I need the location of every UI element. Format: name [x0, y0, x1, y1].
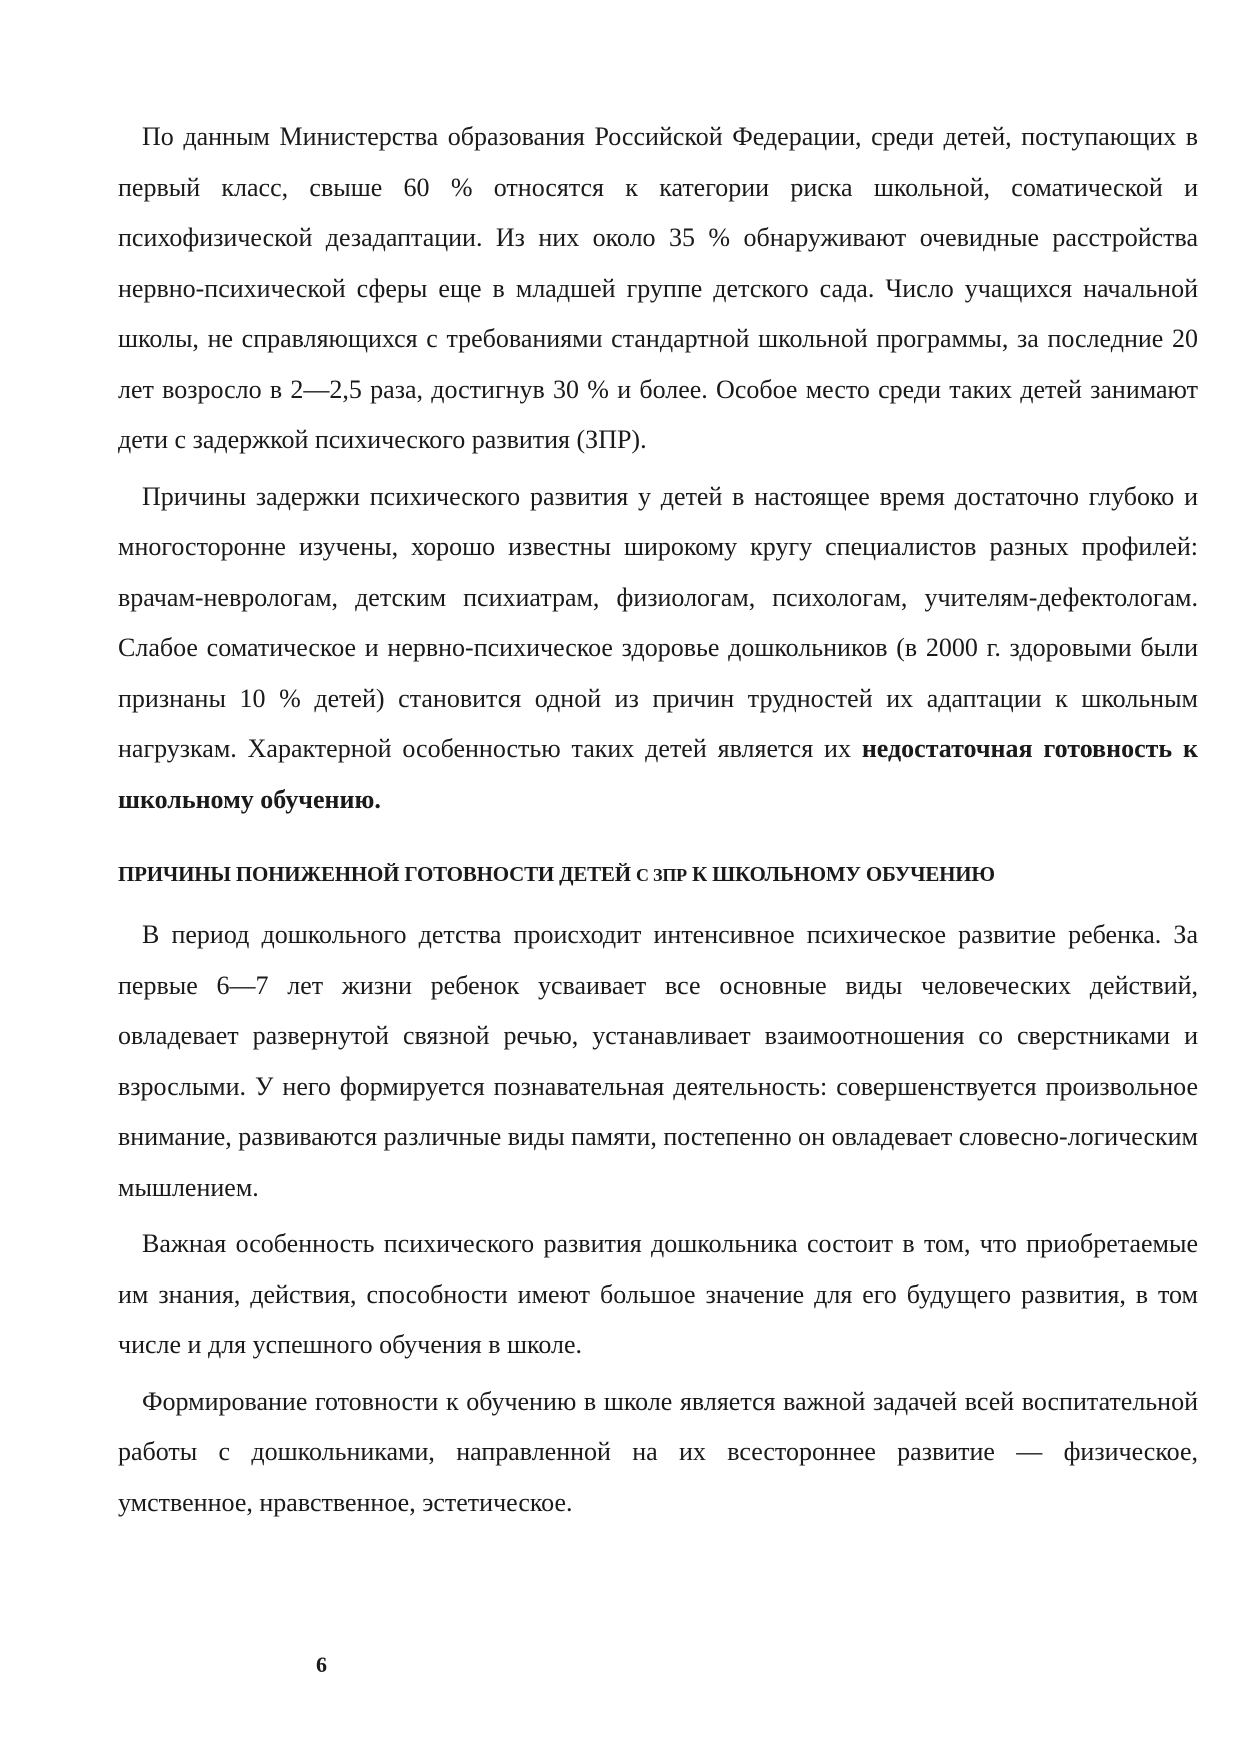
section-heading-part2: С ЗПР [635, 865, 687, 885]
page-number: 6 [316, 1652, 327, 1677]
paragraph-readiness: Формирование готовности к обучению в школе является важной задачей всей воспитательной работы с дошкольниками, направленной на их всестороннее развитие — физическое, умственное, нравственное, эстетическое. [118, 1386, 1198, 1517]
section-heading-part1: ПРИЧИНЫ ПОНИЖЕННОЙ ГОТОВНОСТИ ДЕТЕЙ [118, 862, 631, 886]
section-heading-part3: К ШКОЛЬНОМУ ОБУЧЕНИЮ [692, 862, 995, 886]
paragraph-feature: Важная особенность психического развития дошкольника состоит в том, что приобретаемые им знания, действия, способности имеют большое значение для его будущего развития, в том числе и для успешного обучения в школе. [118, 1229, 1198, 1359]
paragraph-causes [118, 472, 1198, 826]
paragraph-preschool: В период дошкольного детства происходит интенсивное психическое развитие ребенка. За первые 6—7 лет жизни ребенок усваивает все основные виды человеческих действий, овладевает развернутой связной речью, устанавливает взаимоотношения со сверстниками и взрослыми. У него формируется познавательная деятельность: совершенствуется произвольное внимание, развиваются различные виды памяти, постепенно он овладевает словесно-логическим мышлением. [118, 920, 1198, 1202]
document-page [118, 112, 1198, 1528]
section-heading [118, 859, 1198, 890]
paragraph-statistics: По данным Министерства образования Российской Федерации, среди детей, поступающих в первый класс, свыше 60 % относятся к категории риска школьной, соматической и психофизической дезадаптации. Из них около 35 % обнаруживают очевидные расстройства нервно-психической сферы еще в младшей группе детского сада. Число учащихся начальной школы, не справляющихся с требованиями стандартной школьной программы, за последние 20 лет возросло в 2—2,5 раза, достигнув 30 % и более. Особое место среди таких детей занимают дети с задержкой психического развития (ЗПР). [118, 122, 1198, 454]
paragraph-causes-text: Причины задержки психического развития у детей в настоящее время достаточно глубоко и многосторонне изучены, хорошо известны широкому кругу специалистов разных профилей: врачам-неврологам, детским психиатрам, физиологам, психологам, учителям-дефектологам. Слабое соматическое и нервно-психическое здоровье дошкольников (в 2000 г. здоровыми были признаны 10 % детей) становится одной из причин трудностей их адаптации к школьным нагрузкам. Характерной особенностью таких детей является их [118, 481, 1198, 763]
paragraph-causes-bold: недостаточная готовность к школьному обучению. [118, 734, 1198, 814]
